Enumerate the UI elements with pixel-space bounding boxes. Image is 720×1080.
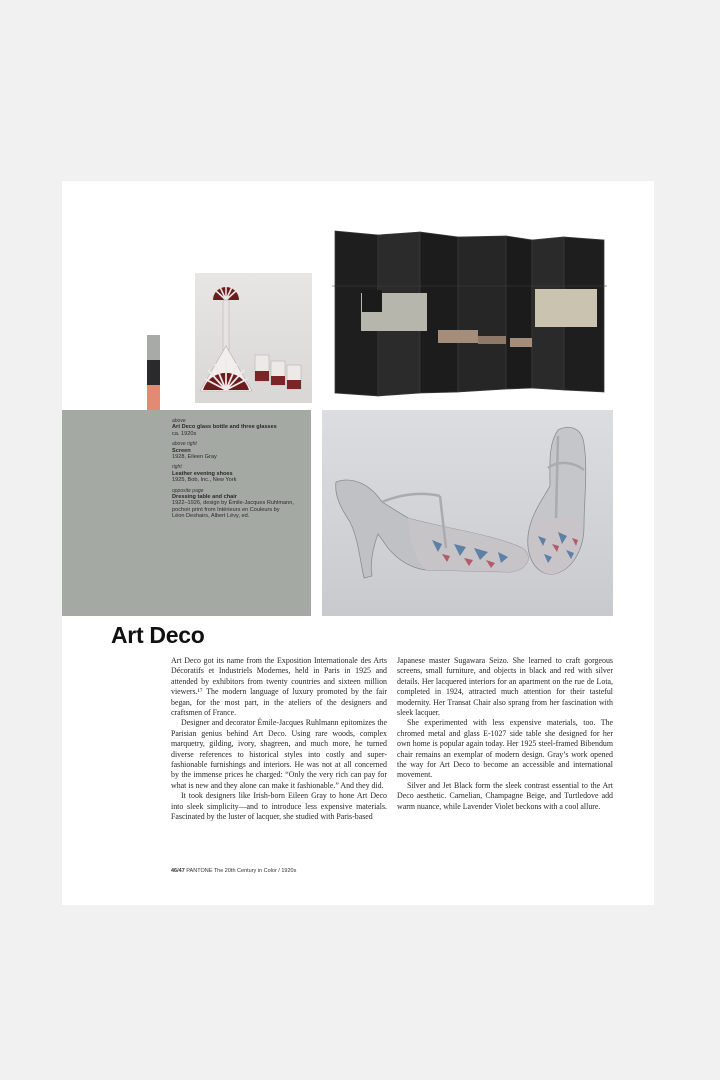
page-numbers: 46/47 — [171, 868, 185, 874]
body-paragraph: Art Deco got its name from the Exposition Internationale des Arts Décoratifs et Industriels Modernes, held in Paris in 1925 and attended by exhibitors from twenty countries and sixteen million viewers.¹⁷ The modern language of luxury promoted by the fair began, for the most part, in the ateliers of the designers and craftsmen of France. — [171, 656, 387, 718]
caption-entry — [172, 464, 307, 483]
bottle-photo — [195, 273, 312, 403]
color-swatch — [147, 360, 160, 385]
body-paragraph: She experimented with less expensive materials, too. The chromed metal and glass E-1027 side table she designed for her own home is popular again today. Her 1925 steel-framed Bibendum chair remains an exemplar of modern design. Gray’s work opened the way for Art Deco to become an accessible and international movement. — [397, 718, 613, 780]
color-swatch — [147, 335, 160, 360]
caption-title: Dressing table and chair — [172, 494, 237, 501]
caption-detail: 1925, Bob, Inc., New York — [172, 477, 237, 484]
silver-shoes-illustration — [322, 410, 613, 616]
caption-detail: ca. 1920s — [172, 430, 197, 437]
page-heading: Art Deco — [111, 622, 205, 648]
lacquer-screen-photo — [332, 226, 607, 401]
running-title: PANTONE The 20th Century in Color / 1920s — [186, 868, 297, 874]
caption-entry — [172, 488, 307, 520]
caption-detail: 1922–1926, design by Émile-Jacques Ruhlmann, — [172, 500, 294, 507]
caption-label: opposite page — [172, 487, 204, 494]
color-swatch — [147, 385, 160, 410]
caption-title: Leather evening shoes — [172, 470, 233, 477]
glass-bottle-illustration — [195, 273, 312, 403]
text-column-left — [171, 656, 387, 823]
text-column-right — [397, 656, 613, 812]
evening-shoes-photo — [322, 410, 613, 616]
caption-title: Screen — [172, 447, 191, 454]
photo-captions — [172, 418, 307, 520]
caption-detail: pochoir print from Intérieurs en Couleurs by — [172, 506, 280, 513]
book-page — [62, 181, 654, 905]
body-paragraph: Designer and decorator Émile-Jacques Ruhlmann epitomizes the Parisian genius behind Art Deco. Using rare woods, complex marquetry, gilding, ivory, shagreen, and much more, he turned diverse references to historical styles into costly and super-fashionable furnishings and interiors. He was not at all concerned by the immense prices he charged: “Only the very rich can pay for what is new and they alone can make it fashionable.” And they did. — [171, 718, 387, 790]
folding-screen-illustration — [332, 226, 607, 401]
body-paragraph: It took designers like Irish-born Eileen Gray to hone Art Deco into sleek simplicity—and to introduce less expensive materials. Fascinated by the luster of lacquer, she studied with Paris-based — [171, 791, 387, 822]
caption-label: above — [172, 418, 186, 424]
body-paragraph: Japanese master Sugawara Seizo. She learned to craft gorgeous screens, small furniture, and objects in black and red with silver details. Her lacquered interiors for an apartment on the rue de Lota, completed in 1924, attracted much attention for their tasteful modernity. Her Transat Chair also sprang from her fascination with sleek lacquer. — [397, 656, 613, 718]
caption-entry — [172, 418, 307, 437]
caption-detail: Léon Deshairs, Albert Lévy, ed. — [172, 513, 250, 520]
caption-detail: 1928, Eileen Gray — [172, 454, 217, 461]
caption-title: Art Deco glass bottle and three glasses — [172, 424, 277, 431]
caption-label: above right — [172, 441, 197, 448]
caption-label: right — [172, 464, 182, 471]
page-footer — [171, 868, 296, 874]
caption-entry — [172, 441, 307, 460]
body-paragraph: Silver and Jet Black form the sleek contrast essential to the Art Deco aesthetic. Carnelian, Champagne Beige, and Turtledove add warm nuance, while Lavender Violet beckons with a cool allure. — [397, 780, 613, 811]
